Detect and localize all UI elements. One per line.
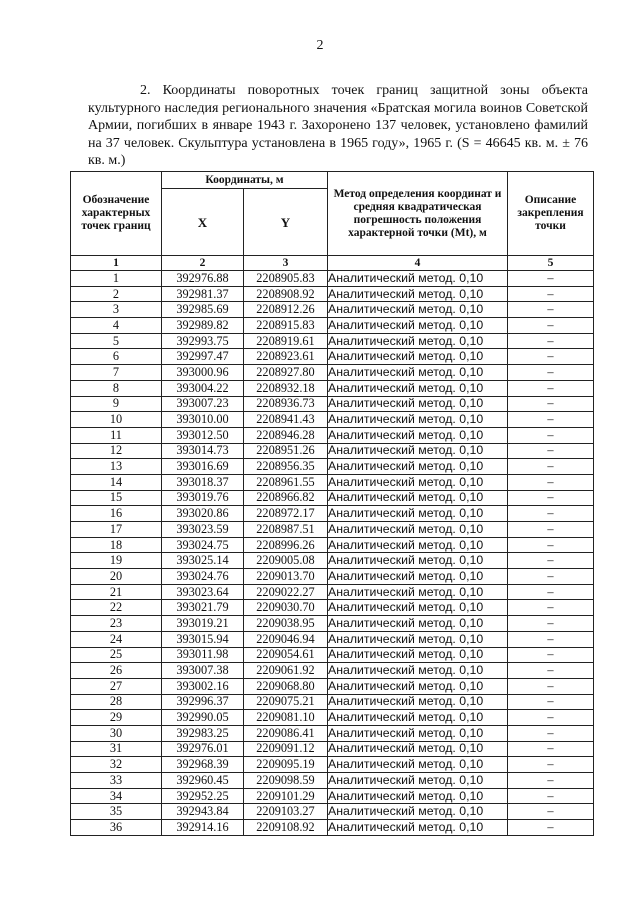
fixing-description-cell: –	[508, 490, 594, 506]
x-coordinate-cell: 392997.47	[162, 349, 244, 365]
x-coordinate-cell: 393015.94	[162, 631, 244, 647]
table-row	[71, 271, 594, 287]
method-cell: Аналитический метод. 0,10	[328, 427, 508, 443]
y-coordinate-cell: 2208936.73	[244, 396, 328, 412]
x-coordinate-cell: 393025.14	[162, 553, 244, 569]
x-coordinate-cell: 392990.05	[162, 710, 244, 726]
fixing-description-cell: –	[508, 725, 594, 741]
method-cell: Аналитический метод. 0,10	[328, 333, 508, 349]
fixing-description-cell: –	[508, 427, 594, 443]
table-row	[71, 333, 594, 349]
y-coordinate-cell: 2209061.92	[244, 663, 328, 679]
x-coordinate-cell: 392993.75	[162, 333, 244, 349]
point-number-cell: 33	[71, 773, 162, 789]
fixing-description-cell: –	[508, 694, 594, 710]
y-coordinate-cell: 2208941.43	[244, 412, 328, 428]
y-coordinate-cell: 2209068.80	[244, 678, 328, 694]
y-coordinate-cell: 2208996.26	[244, 537, 328, 553]
method-cell: Аналитический метод. 0,10	[328, 459, 508, 475]
fixing-description-cell: –	[508, 318, 594, 334]
y-coordinate-cell: 2208946.28	[244, 427, 328, 443]
y-coordinate-cell: 2208912.26	[244, 302, 328, 318]
y-coordinate-cell: 2209101.29	[244, 788, 328, 804]
x-coordinate-cell: 393019.21	[162, 616, 244, 632]
method-cell: Аналитический метод. 0,10	[328, 710, 508, 726]
method-cell: Аналитический метод. 0,10	[328, 553, 508, 569]
x-coordinate-cell: 393012.50	[162, 427, 244, 443]
table-row	[71, 710, 594, 726]
point-number-cell: 2	[71, 286, 162, 302]
x-coordinate-cell: 392996.37	[162, 694, 244, 710]
y-coordinate-cell: 2208956.35	[244, 459, 328, 475]
point-number-cell: 22	[71, 600, 162, 616]
y-coordinate-cell: 2209108.92	[244, 820, 328, 836]
y-coordinate-cell: 2208923.61	[244, 349, 328, 365]
method-cell: Аналитический метод. 0,10	[328, 804, 508, 820]
point-number-cell: 31	[71, 741, 162, 757]
x-coordinate-cell: 392985.69	[162, 302, 244, 318]
y-coordinate-cell: 2208927.80	[244, 365, 328, 381]
point-number-cell: 26	[71, 663, 162, 679]
table-row	[71, 584, 594, 600]
table-row	[71, 318, 594, 334]
point-number-cell: 30	[71, 725, 162, 741]
point-number-cell: 17	[71, 522, 162, 538]
fixing-description-cell: –	[508, 349, 594, 365]
table-row	[71, 396, 594, 412]
x-coordinate-cell: 393023.59	[162, 522, 244, 538]
method-cell: Аналитический метод. 0,10	[328, 443, 508, 459]
x-coordinate-cell: 392976.88	[162, 271, 244, 287]
y-coordinate-cell: 2209013.70	[244, 569, 328, 585]
point-number-cell: 3	[71, 302, 162, 318]
method-cell: Аналитический метод. 0,10	[328, 725, 508, 741]
table-row	[71, 474, 594, 490]
y-coordinate-cell: 2209075.21	[244, 694, 328, 710]
fixing-description-cell: –	[508, 616, 594, 632]
method-cell: Аналитический метод. 0,10	[328, 349, 508, 365]
y-coordinate-cell: 2208905.83	[244, 271, 328, 287]
table-row	[71, 286, 594, 302]
fixing-description-cell: –	[508, 537, 594, 553]
point-number-cell: 15	[71, 490, 162, 506]
column-number-2: 2	[162, 256, 244, 271]
fixing-description-cell: –	[508, 380, 594, 396]
header-coordinates: Координаты, м	[162, 172, 328, 189]
point-number-cell: 9	[71, 396, 162, 412]
point-number-cell: 12	[71, 443, 162, 459]
table-row	[71, 757, 594, 773]
fixing-description-cell: –	[508, 412, 594, 428]
method-cell: Аналитический метод. 0,10	[328, 631, 508, 647]
x-coordinate-cell: 393021.79	[162, 600, 244, 616]
point-number-cell: 8	[71, 380, 162, 396]
fixing-description-cell: –	[508, 271, 594, 287]
x-coordinate-cell: 393004.22	[162, 380, 244, 396]
method-cell: Аналитический метод. 0,10	[328, 271, 508, 287]
point-number-cell: 21	[71, 584, 162, 600]
y-coordinate-cell: 2208908.92	[244, 286, 328, 302]
header-y: Y	[244, 189, 328, 256]
method-cell: Аналитический метод. 0,10	[328, 522, 508, 538]
method-cell: Аналитический метод. 0,10	[328, 694, 508, 710]
point-number-cell: 29	[71, 710, 162, 726]
header-designation: Обозначение характерных точек границ	[71, 172, 162, 256]
method-cell: Аналитический метод. 0,10	[328, 569, 508, 585]
point-number-cell: 4	[71, 318, 162, 334]
table-row	[71, 647, 594, 663]
fixing-description-cell: –	[508, 600, 594, 616]
method-cell: Аналитический метод. 0,10	[328, 318, 508, 334]
table-row	[71, 365, 594, 381]
point-number-cell: 35	[71, 804, 162, 820]
method-cell: Аналитический метод. 0,10	[328, 286, 508, 302]
point-number-cell: 1	[71, 271, 162, 287]
table-row	[71, 694, 594, 710]
y-coordinate-cell: 2209098.59	[244, 773, 328, 789]
point-number-cell: 11	[71, 427, 162, 443]
table-row	[71, 537, 594, 553]
point-number-cell: 6	[71, 349, 162, 365]
point-number-cell: 7	[71, 365, 162, 381]
table-row	[71, 804, 594, 820]
header-x: X	[162, 189, 244, 256]
y-coordinate-cell: 2209091.12	[244, 741, 328, 757]
y-coordinate-cell: 2209103.27	[244, 804, 328, 820]
table-row	[71, 506, 594, 522]
method-cell: Аналитический метод. 0,10	[328, 788, 508, 804]
y-coordinate-cell: 2208951.26	[244, 443, 328, 459]
method-cell: Аналитический метод. 0,10	[328, 490, 508, 506]
y-coordinate-cell: 2208972.17	[244, 506, 328, 522]
y-coordinate-cell: 2209086.41	[244, 725, 328, 741]
x-coordinate-cell: 392983.25	[162, 725, 244, 741]
point-number-cell: 20	[71, 569, 162, 585]
x-coordinate-cell: 392989.82	[162, 318, 244, 334]
point-number-cell: 24	[71, 631, 162, 647]
point-number-cell: 13	[71, 459, 162, 475]
fixing-description-cell: –	[508, 443, 594, 459]
method-cell: Аналитический метод. 0,10	[328, 380, 508, 396]
x-coordinate-cell: 393007.23	[162, 396, 244, 412]
method-cell: Аналитический метод. 0,10	[328, 820, 508, 836]
coordinates-table	[70, 171, 594, 836]
fixing-description-cell: –	[508, 396, 594, 412]
point-number-cell: 27	[71, 678, 162, 694]
fixing-description-cell: –	[508, 773, 594, 789]
table-row	[71, 788, 594, 804]
column-number-3: 3	[244, 256, 328, 271]
method-cell: Аналитический метод. 0,10	[328, 302, 508, 318]
fixing-description-cell: –	[508, 820, 594, 836]
table-row	[71, 663, 594, 679]
point-number-cell: 36	[71, 820, 162, 836]
method-cell: Аналитический метод. 0,10	[328, 757, 508, 773]
y-coordinate-cell: 2209054.61	[244, 647, 328, 663]
table-row	[71, 616, 594, 632]
y-coordinate-cell: 2208961.55	[244, 474, 328, 490]
y-coordinate-cell: 2209038.95	[244, 616, 328, 632]
y-coordinate-cell: 2208987.51	[244, 522, 328, 538]
point-number-cell: 10	[71, 412, 162, 428]
point-number-cell: 16	[71, 506, 162, 522]
table-row	[71, 725, 594, 741]
fixing-description-cell: –	[508, 569, 594, 585]
column-number-4: 4	[328, 256, 508, 271]
table-row	[71, 678, 594, 694]
x-coordinate-cell: 393024.76	[162, 569, 244, 585]
method-cell: Аналитический метод. 0,10	[328, 474, 508, 490]
x-coordinate-cell: 393024.75	[162, 537, 244, 553]
table-row	[71, 600, 594, 616]
y-coordinate-cell: 2208919.61	[244, 333, 328, 349]
method-cell: Аналитический метод. 0,10	[328, 663, 508, 679]
x-coordinate-cell: 393018.37	[162, 474, 244, 490]
table-row	[71, 820, 594, 836]
table-row	[71, 569, 594, 585]
x-coordinate-cell: 392943.84	[162, 804, 244, 820]
method-cell: Аналитический метод. 0,10	[328, 537, 508, 553]
table-row	[71, 412, 594, 428]
point-number-cell: 32	[71, 757, 162, 773]
point-number-cell: 34	[71, 788, 162, 804]
method-cell: Аналитический метод. 0,10	[328, 365, 508, 381]
fixing-description-cell: –	[508, 663, 594, 679]
y-coordinate-cell: 2209046.94	[244, 631, 328, 647]
table-row	[71, 773, 594, 789]
fixing-description-cell: –	[508, 804, 594, 820]
fixing-description-cell: –	[508, 631, 594, 647]
fixing-description-cell: –	[508, 506, 594, 522]
fixing-description-cell: –	[508, 459, 594, 475]
table-row	[71, 302, 594, 318]
method-cell: Аналитический метод. 0,10	[328, 678, 508, 694]
point-number-cell: 25	[71, 647, 162, 663]
table-row	[71, 443, 594, 459]
fixing-description-cell: –	[508, 741, 594, 757]
x-coordinate-cell: 393019.76	[162, 490, 244, 506]
method-cell: Аналитический метод. 0,10	[328, 506, 508, 522]
x-coordinate-cell: 393014.73	[162, 443, 244, 459]
method-cell: Аналитический метод. 0,10	[328, 773, 508, 789]
fixing-description-cell: –	[508, 522, 594, 538]
fixing-description-cell: –	[508, 710, 594, 726]
x-coordinate-cell: 393007.38	[162, 663, 244, 679]
fixing-description-cell: –	[508, 302, 594, 318]
table-row	[71, 427, 594, 443]
x-coordinate-cell: 393010.00	[162, 412, 244, 428]
fixing-description-cell: –	[508, 647, 594, 663]
x-coordinate-cell: 392960.45	[162, 773, 244, 789]
header-fixing: Описание закрепления точки	[508, 172, 594, 256]
point-number-cell: 23	[71, 616, 162, 632]
table-row	[71, 349, 594, 365]
x-coordinate-cell: 392968.39	[162, 757, 244, 773]
header-method: Метод определения координат и средняя квадратическая погрешность положения характерной точки (Mt), м	[328, 172, 508, 256]
page-number: 2	[316, 38, 324, 53]
fixing-description-cell: –	[508, 678, 594, 694]
x-coordinate-cell: 393011.98	[162, 647, 244, 663]
x-coordinate-cell: 393002.16	[162, 678, 244, 694]
column-number-5: 5	[508, 256, 594, 271]
x-coordinate-cell: 392976.01	[162, 741, 244, 757]
table-row	[71, 553, 594, 569]
x-coordinate-cell: 393000.96	[162, 365, 244, 381]
method-cell: Аналитический метод. 0,10	[328, 584, 508, 600]
fixing-description-cell: –	[508, 286, 594, 302]
y-coordinate-cell: 2208966.82	[244, 490, 328, 506]
y-coordinate-cell: 2208932.18	[244, 380, 328, 396]
fixing-description-cell: –	[508, 757, 594, 773]
table-row	[71, 522, 594, 538]
method-cell: Аналитический метод. 0,10	[328, 647, 508, 663]
method-cell: Аналитический метод. 0,10	[328, 412, 508, 428]
table-row	[71, 380, 594, 396]
x-coordinate-cell: 392981.37	[162, 286, 244, 302]
fixing-description-cell: –	[508, 788, 594, 804]
table-body	[71, 271, 594, 836]
x-coordinate-cell: 392914.16	[162, 820, 244, 836]
intro-paragraph: 2. Координаты поворотных точек границ защитной зоны объекта культурного наследия регионального значения «Братская могила воинов Советской Армии, погибших в январе 1943 г. Захоронено 137 человек, установлено фамилий на 37 человек. Скульптура установлена в 1965 году», 1965 г. (S = 46645 кв. м. ± 76 кв. м.)	[88, 83, 588, 168]
table-row	[71, 490, 594, 506]
fixing-description-cell: –	[508, 365, 594, 381]
x-coordinate-cell: 393023.64	[162, 584, 244, 600]
method-cell: Аналитический метод. 0,10	[328, 600, 508, 616]
x-coordinate-cell: 392952.25	[162, 788, 244, 804]
fixing-description-cell: –	[508, 553, 594, 569]
point-number-cell: 28	[71, 694, 162, 710]
method-cell: Аналитический метод. 0,10	[328, 616, 508, 632]
method-cell: Аналитический метод. 0,10	[328, 741, 508, 757]
x-coordinate-cell: 393020.86	[162, 506, 244, 522]
y-coordinate-cell: 2208915.83	[244, 318, 328, 334]
column-number-1: 1	[71, 256, 162, 271]
table-row	[71, 631, 594, 647]
method-cell: Аналитический метод. 0,10	[328, 396, 508, 412]
table-row	[71, 459, 594, 475]
y-coordinate-cell: 2209081.10	[244, 710, 328, 726]
y-coordinate-cell: 2209095.19	[244, 757, 328, 773]
point-number-cell: 14	[71, 474, 162, 490]
y-coordinate-cell: 2209030.70	[244, 600, 328, 616]
point-number-cell: 18	[71, 537, 162, 553]
point-number-cell: 5	[71, 333, 162, 349]
fixing-description-cell: –	[508, 333, 594, 349]
y-coordinate-cell: 2209022.27	[244, 584, 328, 600]
point-number-cell: 19	[71, 553, 162, 569]
y-coordinate-cell: 2209005.08	[244, 553, 328, 569]
fixing-description-cell: –	[508, 474, 594, 490]
table-row	[71, 741, 594, 757]
fixing-description-cell: –	[508, 584, 594, 600]
x-coordinate-cell: 393016.69	[162, 459, 244, 475]
